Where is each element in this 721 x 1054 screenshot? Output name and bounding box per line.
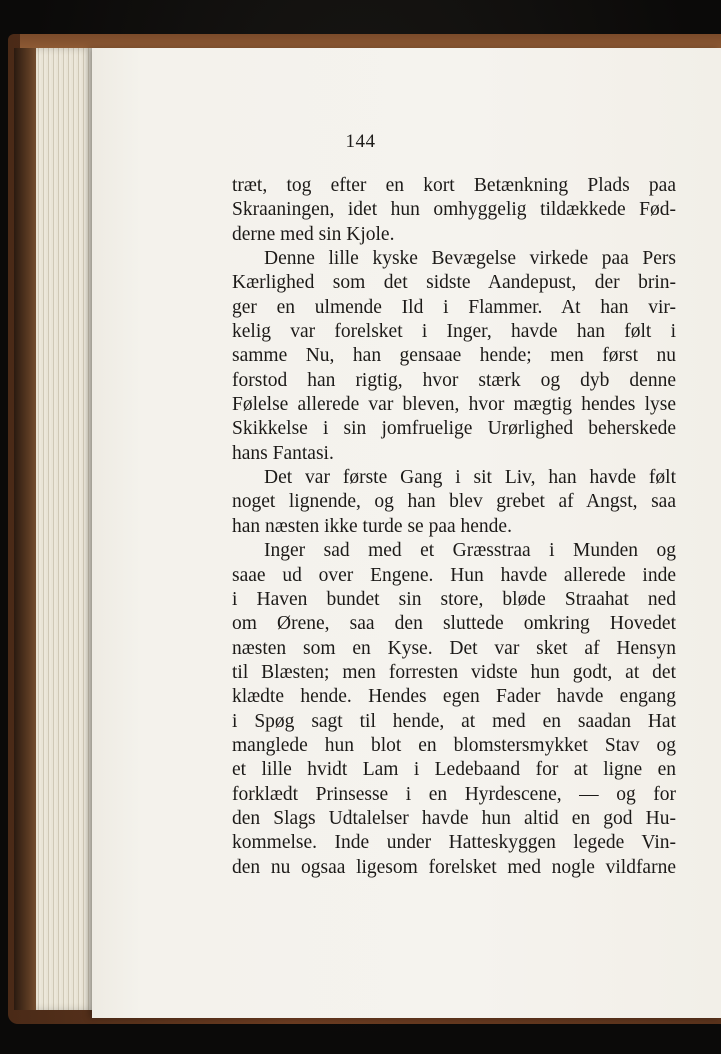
text-line: til Blæsten; men forresten vidste hun godt, at det (232, 661, 676, 683)
text-line: i Spøg sagt til hende, at med en saadan Hat (232, 710, 676, 732)
body-text (232, 174, 676, 880)
page-number: 144 (345, 131, 376, 152)
text-line: Skikkelse i sin jomfruelige Urørlighed beherskede (232, 418, 676, 440)
book-spine (14, 48, 38, 1010)
text-line: Kærlighed som det sidste Aandepust, der brin- (232, 272, 676, 294)
text-line: den Slags Udtalelser havde hun altid en god Hu- (232, 807, 676, 829)
text-line: Følelse allerede var bleven, hvor mægtig hendes lyse (232, 394, 676, 416)
text-line: hans Fantasi. (232, 442, 334, 464)
text-line: Inger sad med et Græsstraa i Munden og (264, 540, 676, 562)
text-line: han næsten ikke turde se paa hende. (232, 515, 512, 537)
text-line: derne med sin Kjole. (232, 223, 395, 245)
text-line: træt, tog efter en kort Betænkning Plads paa (232, 175, 676, 196)
text-line: den nu ogsaa ligesom forelsket med nogle vildfarne (232, 856, 676, 878)
text-line: Denne lille kyske Bevægelse virkede paa Pers (264, 248, 676, 270)
text-line: ger en ulmende Ild i Flammer. At han vir- (232, 296, 676, 318)
text-line: klædte hende. Hendes egen Fader havde engang (232, 686, 676, 708)
text-line: i Haven bundet sin store, bløde Straahat ned (232, 588, 676, 610)
text-line: manglede hun blot en blomstersmykket Stav og (232, 734, 676, 756)
page-edges (36, 48, 96, 1010)
text-line: Skraaningen, idet hun omhyggelig tildækkede Fød- (232, 199, 676, 221)
text-line: om Ørene, saa den sluttede omkring Hovedet (232, 613, 676, 635)
text-line: forklædt Prinsesse i en Hyrdescene, — og for (232, 783, 676, 805)
text-line: et lille hvidt Lam i Ledebaand for at ligne en (232, 759, 676, 781)
text-line: Det var første Gang i sit Liv, han havde følt (264, 467, 676, 489)
text-line: kelig var forelsket i Inger, havde han følt i (232, 321, 676, 343)
text-line: saae ud over Engene. Hun havde allerede inde (232, 564, 676, 586)
text-line: næsten som en Kyse. Det var sket af Hensyn (232, 637, 676, 659)
cover-edge (20, 34, 721, 48)
text-line: samme Nu, han gensaae hende; men først nu (232, 345, 676, 367)
text-line: forstod han rigtig, hvor stærk og dyb denne (232, 369, 676, 391)
text-line: kommelse. Inde under Hatteskyggen legede Vin- (232, 832, 676, 854)
text-line: noget lignende, og han blev grebet af Angst, saa (232, 491, 676, 513)
